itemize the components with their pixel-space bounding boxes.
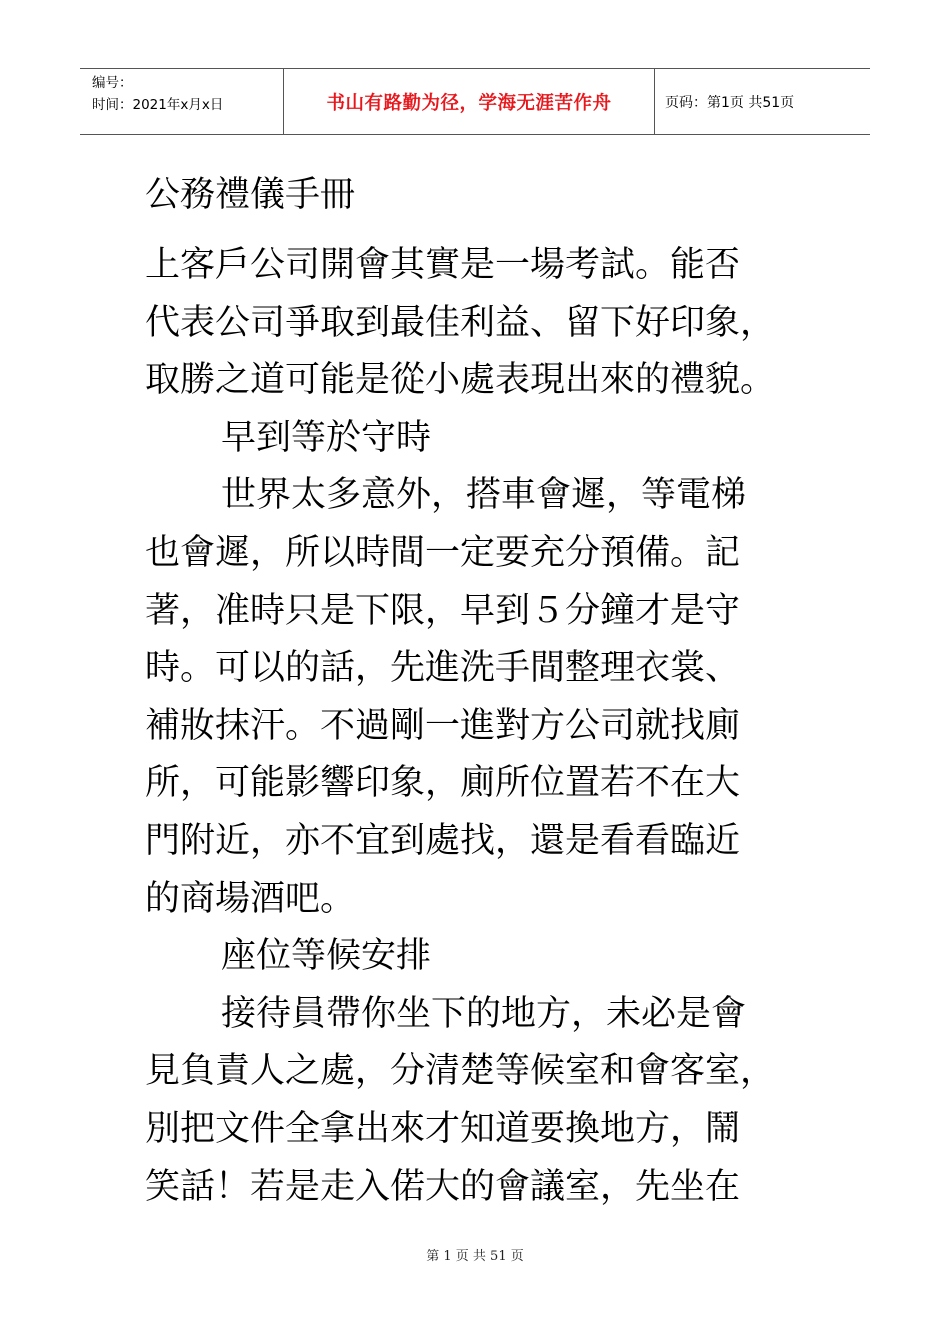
paragraph-line: 著，准時只是下限，早到５分鐘才是守 (145, 590, 741, 631)
paragraph-line: 世界太多意外，搭車會遲，等電梯 (221, 475, 747, 516)
paragraph-line: 見負責人之處，分清楚等候室和會客室， (145, 1051, 776, 1092)
paragraph-line: 門附近，亦不宜到處找，還是看看臨近 (145, 820, 741, 861)
section-heading: 座位等候安排 (221, 936, 432, 977)
header-meta (80, 69, 283, 134)
paragraph-line: 代表公司爭取到最佳利益、留下好印象， (145, 302, 776, 343)
paragraph-line: 上客戶公司開會其實是一場考試。能否 (145, 245, 741, 285)
header-number-label: 编号： (92, 75, 133, 91)
header-page-info: 页码：第1页 共51页 (665, 94, 795, 111)
section-heading: 早到等於守時 (221, 417, 432, 458)
paragraph-line: 也會遲，所以時間一定要充分預備。記 (145, 532, 741, 573)
paragraph-line: 所，可能影響印象，廁所位置若不在大 (145, 763, 741, 804)
paragraph-line: 時。可以的話，先進洗手間整理衣裳、 (145, 648, 741, 689)
page-header (80, 68, 870, 135)
paragraph-line: 取勝之道可能是從小處表現出來的禮貌。 (145, 360, 776, 401)
paragraph-line: 接待員帶你坐下的地方，未必是會 (221, 993, 747, 1034)
paragraph-line: 補妝抹汗。不過剛一進對方公司就找廁 (145, 705, 741, 746)
paragraph-line: 的商場酒吧。 (145, 878, 356, 919)
header-motto: 书山有路勤为径，学海无涯苦作舟 (283, 69, 655, 134)
document-body (145, 160, 845, 1216)
paragraph-line: 笑話！若是走入偌大的會議室，先坐在 (145, 1166, 741, 1207)
header-time-label: 时间：2021年x月x日 (92, 97, 224, 113)
document-title: 公務禮儀手冊 (145, 175, 356, 215)
paragraph-line: 別把文件全拿出來才知道要換地方，鬧 (145, 1108, 741, 1149)
page-footer: 第 1 页 共 51 页 (426, 1249, 524, 1264)
